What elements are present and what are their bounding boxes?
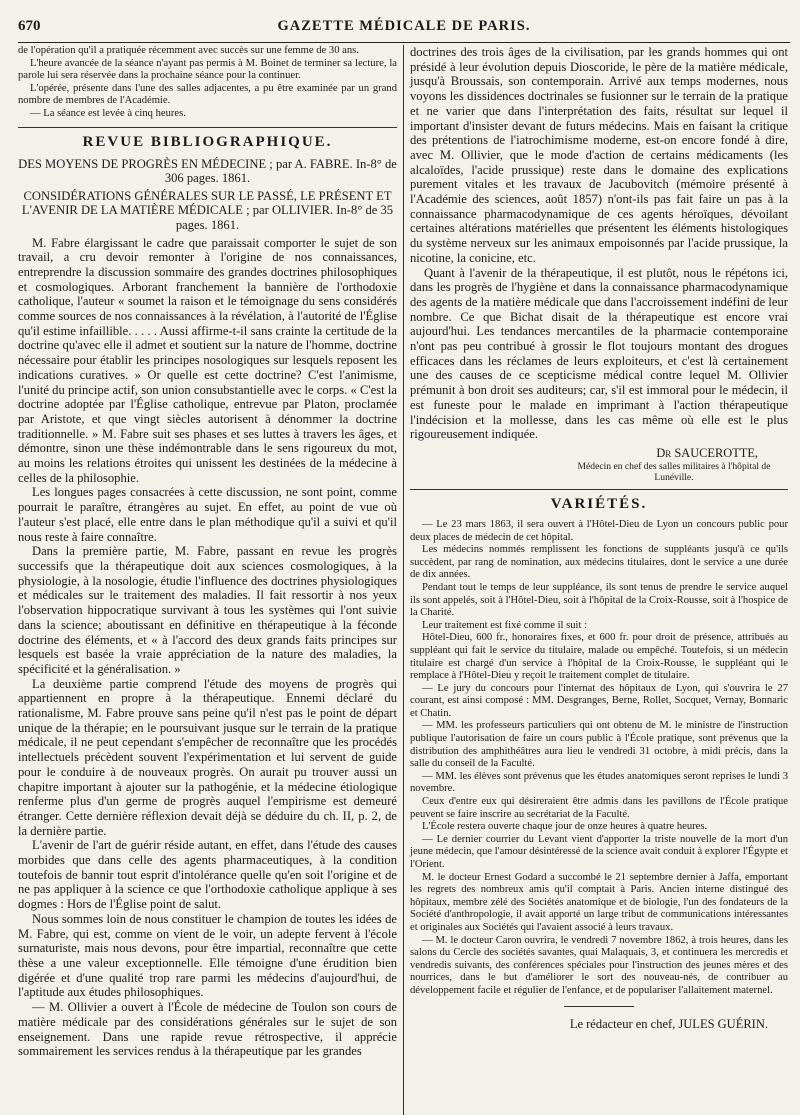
varietes-paragraph: Hôtel-Dieu, 600 fr., honoraires fixes, et 600 fr. pour droit de présence, attribués au suppléant qui fait le service du titulaire, malade ou empêché. Toutefois, si un médecin titulaire est chargé d'un service à l'hôpital de la Croix-Rousse, le suppléant qui le remplace à l'Hôtel-Dieu y reçoit le traitement complet de titulaire. <box>410 632 788 682</box>
varietes-paragraph: Les médecins nommés remplissent les fonctions de suppléants jusqu'à ce qu'ils succèdent, par rang de nomination, aux médecins titulaires, dont le service a une durée de dix années. <box>410 544 788 581</box>
varietes-paragraph: — MM. les professeurs particuliers qui ont obtenu de M. le ministre de l'instruction publique l'autorisation de faire un cours public à l'École pratique, sont prévenus que la distribution des amphithéâtres aura lieu le vendredi 31 octobre, à midi précis, dans la salle du conseil de la Faculté. <box>410 720 788 770</box>
page-header <box>18 18 790 43</box>
review-paragraph: M. Fabre élargissant le cadre que paraissait comporter le sujet de son travail, a cru devoir remonter à l'origine de nos connaissances, entreprendre la discussion sommaire des grandes doctrines philosophiques et cosmologiques. Arborant franchement la bannière de l'orthodoxie catholique, l'auteur « soumet la raison et le témoignage du sens considérés comme sources de nos connaissances à la révélation, à l'autorité de l'Église qu'il estime infaillible. . . . . Aussi affirme-t-il sans crainte la certitude de la doctrine qu'avec elle il admet et soutient sur la nature de l'homme, doctrine nécessaire pour établir les principes nosologiques sur lesquels reposent les indications curatives. » Or quelle est cette doctrine? C'est l'animisme, l'unité du principe actif, son union consubstantielle avec le corps. « C'est la doctrine adoptée par l'Église catholique, entrevue par Platon, proclamée par Aristote, et que vingt siècles autorisent à dénommer la doctrine traditionnelle. » M. Fabre suit ses phases et ses luttes à travers les âges, et démontre, sinon une thèse indémontrable dans le sens rigoureux du mot, au moins les relations étroites qui unissent les destinées de la médecine à celles de la philosophie. <box>18 235 397 485</box>
right-column <box>403 45 788 1115</box>
review-paragraph: Quant à l'avenir de la thérapeutique, il est plutôt, nous le répétons ici, dans les progrès de l'hygiène et dans la connaissance pharmacodynamique des agents de la matière médicale que dans l'accroissement indéfini de leur nombre. Ce que Bichat disait de la thérapeutique est encore vrai aujourd'hui. Les tendances mercantiles de la pharmacie contemporaine n'ont pas peu contribué à grossir le flot toujours montant des drogues efficaces dans les réclames de leurs exploiteurs, et c'est là certainement une des causes de ce scepticisme médical contre lequel M. Ollivier prémunit à bon droit ses auditeurs; car, s'il est immoral pour le médecin, il est funeste pour le malade en imprimant à l'action thérapeutique l'indécision et la mollesse, dans les cas même où elle est le plus rigoureusement indiquée. <box>410 265 788 442</box>
session-note: de l'opération qu'il a pratiquée récemment avec succès sur une femme de 30 ans. <box>18 45 359 56</box>
varietes-paragraph: — Le 23 mars 1863, il sera ouvert à l'Hôtel-Dieu de Lyon un concours public pour deux places de médecin de cet hôpital. <box>410 518 788 543</box>
review-paragraph: doctrines des trois âges de la civilisation, par les grands hommes qui ont présidé à leur évolution depuis Dioscoride, le père de la matière médicale, jusqu'à Broussais, son contemporain. Arrivé aux temps modernes, nous voyons les dissidences doctrinales se fusionner sur le terrain de la pratique et ne varier que dans l'interprétation des faits, résultat sur lequel il important d'insister devant de futurs médecins. Mais en faisant la critique des prétentions de l'iatrochimisme moderne, est-on encore fondé à dire, avec M. Ollivier, que le mode d'action de certains médicaments (les alcaloïdes, l'acide prussique) reste dans le domaine des explications purement vitales et les travaux de Jacubovitch (mémoire présenté à l'Académie des sciences, août 1857) n'ont-ils pas fait faire un pas à la connaissance pharmacodynamique de ces agents héroïques, dévoilant certaines altérations matérielles que présentent les éléments histologiques du système nerveux sur les animaux empoisonnés par l'acide prussique, la nicotine, la conicine, etc. <box>410 45 788 265</box>
divider <box>18 127 397 128</box>
review-paragraph: Nous sommes loin de nous constituer le champion de toutes les idées de M. Fabre, qui est, comme on vient de le voir, un adepte fervent à l'école surnaturiste, mais nous devons, pour être impartial, reconnaître que cette thèse a une valeur exceptionnelle. Elle témoigne d'une érudition bien digérée et d'une qualité trop rare parmi les médecins d'aujourd'hui, de l'aptitude aux études philosophiques. <box>18 911 397 1000</box>
review-paragraph: L'avenir de l'art de guérir réside autant, en effet, dans l'étude des causes morbides que dans celle des agents pharmaceutiques, à la condition toutefois de bannir tout esprit d'intolérance quelle qu'en soit l'origine et de ne pas appliquer à la science ce que l'orthodoxie catholique applique à ses dogmes : Hors de l'Église point de salut. <box>18 838 397 912</box>
review-paragraph: Dans la première partie, M. Fabre, passant en revue les progrès successifs que la thérapeutique doit aux sciences cosmologiques, à la physiologie, à la nosologie, étudie l'influence des doctrines physiologiques et médicales sur le traitement des maladies. Il fait ressortir à nos yeux l'observation hippocratique survivant à tous les systèmes qui l'ont suivie dans la science; aboutissant en définitive en thérapeutique à la féconde doctrine des éléments, et « à l'accord des deux grands faits principes sur lesquels est basée la vraie appréciation de la nature des maladies, la spécificité et la généralisation. » <box>18 544 397 676</box>
varietes-paragraph: — Le dernier courrier du Levant vient d'apporter la triste nouvelle de la mort d'un jeune médecin, que l'amour désintéressé de la science avait conduit à explorer l'Égypte et l'Orient. <box>410 833 788 871</box>
editor-signature: Le rédacteur en chef, JULES GUÉRIN. <box>569 1016 768 1031</box>
biblio-entry: DES MOYENS DE PROGRÈS EN MÉDECINE ; par A. FABRE. In-8° de 306 pages. 1861. <box>18 156 397 186</box>
session-note: L'opérée, présente dans l'une des salles adjacentes, a pu être examinée par un grand nombre de membres de l'Académie. <box>18 82 397 107</box>
review-body <box>18 236 397 1059</box>
varietes-paragraph: Leur traitement est fixé comme il suit : <box>422 619 588 631</box>
biblio-entry: CONSIDÉRATIONS GÉNÉRALES SUR LE PASSÉ, LE PRÉSENT ET L'AVENIR DE LA MATIÈRE MÉDICALE ; par OLLIVIER. In-8° de 35 pages. 1861. <box>21 188 394 232</box>
varietes-paragraph: L'École restera ouverte chaque jour de onze heures à quatre heures. <box>422 821 708 833</box>
journal-title: GAZETTE MÉDICALE DE PARIS. <box>277 18 531 34</box>
varietes-paragraph: — MM. les élèves sont prévenus que les études anatomiques seront reprises le lundi 3 novembre. <box>410 770 788 795</box>
varietes-paragraph: Pendant tout le temps de leur suppléance, ils sont tenus de prendre le service auquel ils sont appelés, soit à l'Hôtel-Dieu, soit à l'hôpital de la Croix-Rousse, soit à l'hospice de la Charité. <box>410 581 788 619</box>
varietes-paragraph: M. le docteur Ernest Godard a succombé le 21 septembre dernier à Jaffa, emportant les regrets des nombreux amis qu'il comptait à Paris. Ancien interne distingué des hôpitaux, membre zélé des Sociétés anatomique et de biologie, l'un des fondateurs de la Société d'anthropologie, il avait apporté un large tribut de communications intéressantes et originales aux Sociétés qui l'avaient associé à leurs travaux. <box>410 871 788 933</box>
section-title-revue: REVUE BIBLIOGRAPHIQUE. <box>82 133 333 150</box>
varietes-paragraph: — M. le docteur Caron ouvrira, le vendredi 7 novembre 1862, à trois heures, dans les salons du Cercle des sociétés savantes, quai Malaquais, 3, et continuera les mercredis et vendredis suivants, des conférences spéciales pour l'instruction des jeunes mères et des nourrices, dans le but d'améliorer le sort des nouveau-nés, de contribuer au développement facile et régulier de l'enfance, et de populariser l'allaitement maternel. <box>410 934 788 996</box>
left-column <box>18 45 403 1115</box>
varietes-paragraph: Ceux d'entre eux qui désireraient être admis dans les pavillons de l'École pratique peuvent se faire inscrire au secrétariat de la Faculté. <box>410 796 788 820</box>
review-paragraph: — M. Ollivier a ouvert à l'École de médecine de Toulon son cours de matière médicale par des considérations générales sur le sujet de son enseignement. Dans une rapide revue rétrospective, il apprécie sommairement les services rendus à la thérapeutique par les grandes <box>18 1000 397 1059</box>
session-note: — La séance est levée à cinq heures. <box>30 107 186 119</box>
author-role: Médecin en chef des salles militaires à l'hôpital de Lunéville. <box>577 460 771 483</box>
varietes-body <box>410 519 788 998</box>
divider <box>410 489 788 490</box>
section-title-varietes: VARIÉTÉS. <box>550 495 648 512</box>
review-continuation <box>410 45 788 442</box>
divider <box>564 1006 634 1007</box>
session-notes <box>18 45 397 121</box>
review-paragraph: La deuxième partie comprend l'étude des moyens de progrès qui appartiennent en propre à la thérapeutique. Ennemi déclaré du rationalisme, M. Fabre prouve sans peine qu'il n'est pas le point de départ unique de la thérapie; en le poursuivant jusque sur le terrain de la pratique médicale, il ne peut cependant s'empêcher de reconnaître que les procédés intellectuels précèdent souvent l'expérimentation et lui servent de guide pour le conduire à de nouveaux progrès. On aurait pu trouver aussi un chapitre important à ajouter sur la pathogénie, et la médecine étiologique renferme plus d'un germe de progrès auquel l'empirisme est demeuré étranger. Cette dernière réflexion devait déjà se déduire du ch. II, p. 2, de la dernière partie. <box>18 676 397 838</box>
review-paragraph: Les longues pages consacrées à cette discussion, ne sont point, comme pourrait le paraître, étrangères au sujet. En effet, au point de vue où l'auteur s'est placé, elle entre dans le plan méthodique qu'il a suivi et qu'il nous reste à faire connaître. <box>18 485 397 544</box>
page-number: 670 <box>18 18 41 34</box>
author-signature: Dr SAUCEROTTE, <box>656 445 758 460</box>
varietes-paragraph: — Le jury du concours pour l'internat des hôpitaux de Lyon, qui s'ouvrira le 27 courant, est ainsi composé : MM. Desgranges, Berne, Rollet, Socquet, Vernay, Bonnaric et Chatin. <box>410 682 788 719</box>
session-note: L'heure avancée de la séance n'ayant pas permis à M. Boinet de terminer sa lecture, la parole lui sera réservée dans la prochaine séance pour la continuer. <box>18 57 397 82</box>
